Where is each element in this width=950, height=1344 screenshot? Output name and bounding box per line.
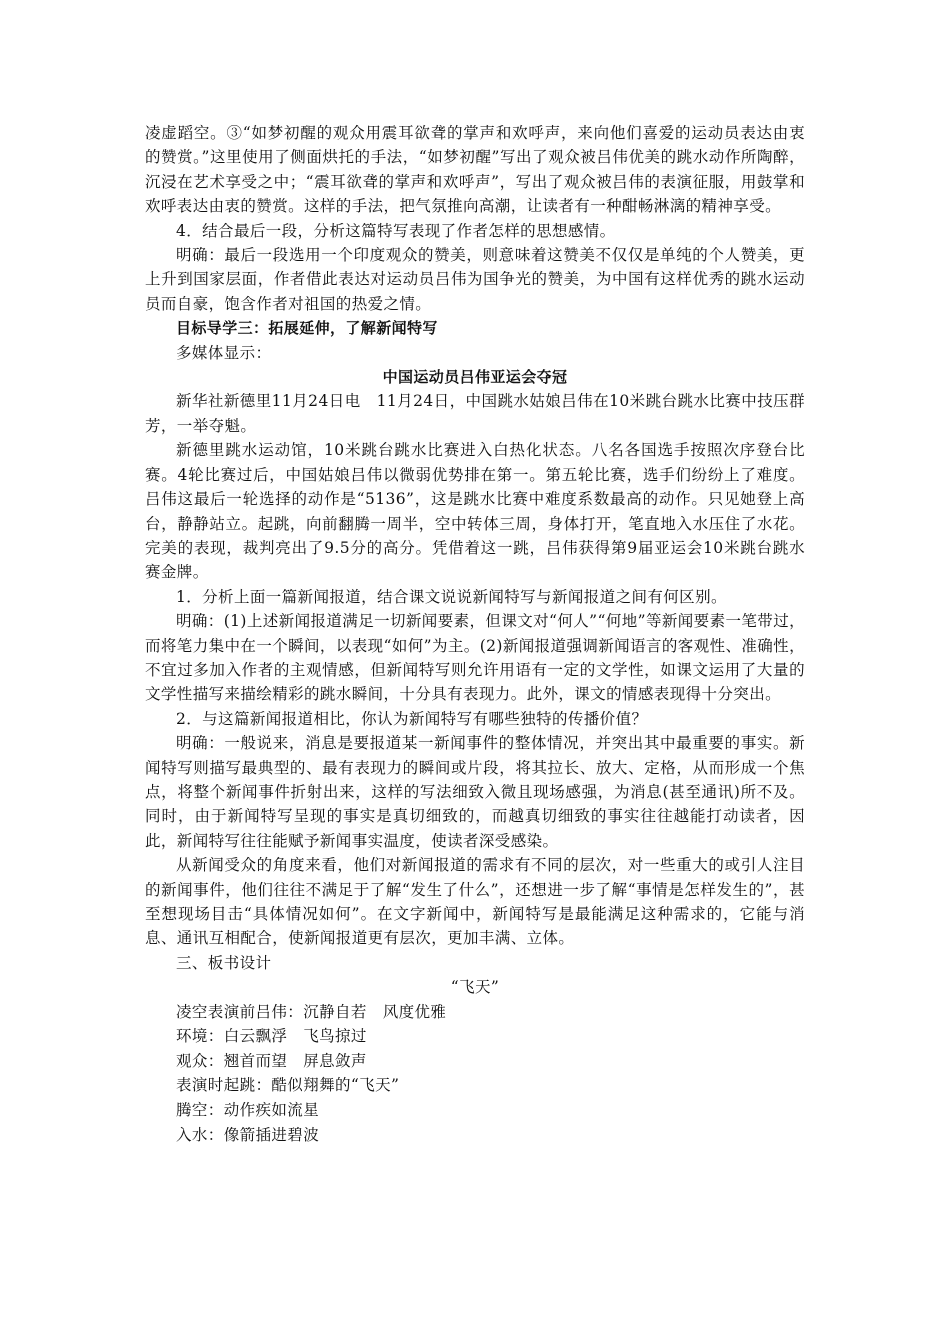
document-page — [145, 121, 805, 1147]
answer-2-paragraph-1: 明确：一般说来，消息是要报道某一新闻事件的整体情况，并突出其中最重要的事实。新闻特写则描写最典型的、最有表现力的瞬间或片段，将其拉长、放大、定格，从而形成一个焦点，将整个新闻事件折射出来，这样的写法细致入微且现场感强，为消息(甚至通讯)所不及。同时，由于新闻特写呈现的事实是真切细致的，而越真切细致的事实往往越能打动读者，因此，新闻特写往往能赋予新闻事实温度，使读者深受感染。 — [145, 734, 805, 850]
answer-1: 明确：(1)上述新闻报道满足一切新闻要素，但课文对“何人”“何地”等新闻要素一笔带过，而将笔力集中在一个瞬间，以表现“如何”为主。(2)新闻报道强调新闻语言的客观性、准确性，不宜过多加入作者的主观情感，但新闻特写则允许用语有一定的文学性，如课文运用了大量的文学性描写来描绘精彩的跳水瞬间，十分具有表现力。此外，课文的情感表现得十分突出。 — [145, 612, 805, 704]
news-paragraph-2: 新德里跳水运动馆，10米跳台跳水比赛进入白热化状态。八名各国选手按照次序登台比赛。4轮比赛过后，中国姑娘吕伟以微弱优势排在第一。第五轮比赛，选手们纷纷上了难度。吕伟这最后一轮选择的动作是“5136”，这是跳水比赛中难度系数最高的动作。只见她登上高台，静静站立。起跳，向前翻腾一周半，空中转体三周，身体打开，笔直地入水压住了水花。完美的表现，裁判亮出了9.5分的高分。凭借着这一跳，吕伟获得第9届亚运会10米跳台跳水赛金牌。 — [145, 441, 805, 582]
board-title: “飞天” — [450, 978, 500, 997]
analysis-paragraph-continued: 凌虚蹈空。③“如梦初醒的观众用震耳欲聋的掌声和欢呼声，来向他们喜爱的运动员表达由衷的赞赏。”这里使用了侧面烘托的手法，“如梦初醒”写出了观众被吕伟优美的跳水动作所陶醉，沉浸在艺术享受之中；“震耳欲聋的掌声和欢呼声”，写出了观众被吕伟的表演征服，用鼓掌和欢呼表达由衷的赞赏。这样的手法，把气氛推向高潮，让读者有一种酣畅淋漓的精神享受。 — [145, 124, 805, 216]
multimedia-label: 多媒体显示： — [176, 343, 272, 362]
question-1: 1．分析上面一篇新闻报道，结合课文说说新闻特写与新闻报道之间有何区别。 — [176, 587, 727, 606]
news-paragraph-1: 新华社新德里11月24日电 11月24日，中国跳水姑娘吕伟在10米跳台跳水比赛中技压群芳，一举夺魁。 — [145, 392, 805, 435]
goal-heading-3: 目标导学三：拓展延伸，了解新闻特写 — [176, 319, 438, 338]
question-4: 4．结合最后一段，分析这篇特写表现了作者怎样的思想感情。 — [176, 221, 616, 240]
board-line: 表演时起跳：酷似翔舞的“飞天” — [176, 1076, 400, 1095]
answer-2-paragraph-2: 从新闻受众的角度来看，他们对新闻报道的需求有不同的层次，对一些重大的或引人注目的新闻事件，他们往往不满足于了解“发生了什么”，还想进一步了解“事情是怎样发生的”，甚至想现场目击“具体情况如何”。在文字新闻中，新闻特写是最能满足这种需求的，它能与消息、通讯互相配合，使新闻报道更有层次，更加丰满、立体。 — [145, 856, 805, 948]
section-heading-board-design: 三、板书设计 — [176, 953, 272, 972]
board-line: 凌空表演前吕伟：沉静自若 风度优雅 — [176, 1002, 447, 1021]
answer-4: 明确：最后一段选用一个印度观众的赞美，则意味着这赞美不仅仅是单纯的个人赞美，更上升到国家层面，作者借此表达对运动员吕伟为国争光的赞美，为中国有这样优秀的跳水运动员而自豪，饱含作者对祖国的热爱之情。 — [145, 246, 805, 313]
board-line: 入水：像箭插进碧波 — [176, 1125, 320, 1144]
board-line: 环境：白云飘浮 飞鸟掠过 — [176, 1027, 367, 1046]
news-title: 中国运动员吕伟亚运会夺冠 — [382, 368, 568, 387]
board-line: 腾空：动作疾如流星 — [176, 1101, 320, 1119]
question-2: 2．与这篇新闻报道相比，你认为新闻特写有哪些独特的传播价值？ — [176, 709, 648, 728]
board-line: 观众：翘首而望 屏息敛声 — [176, 1051, 367, 1070]
